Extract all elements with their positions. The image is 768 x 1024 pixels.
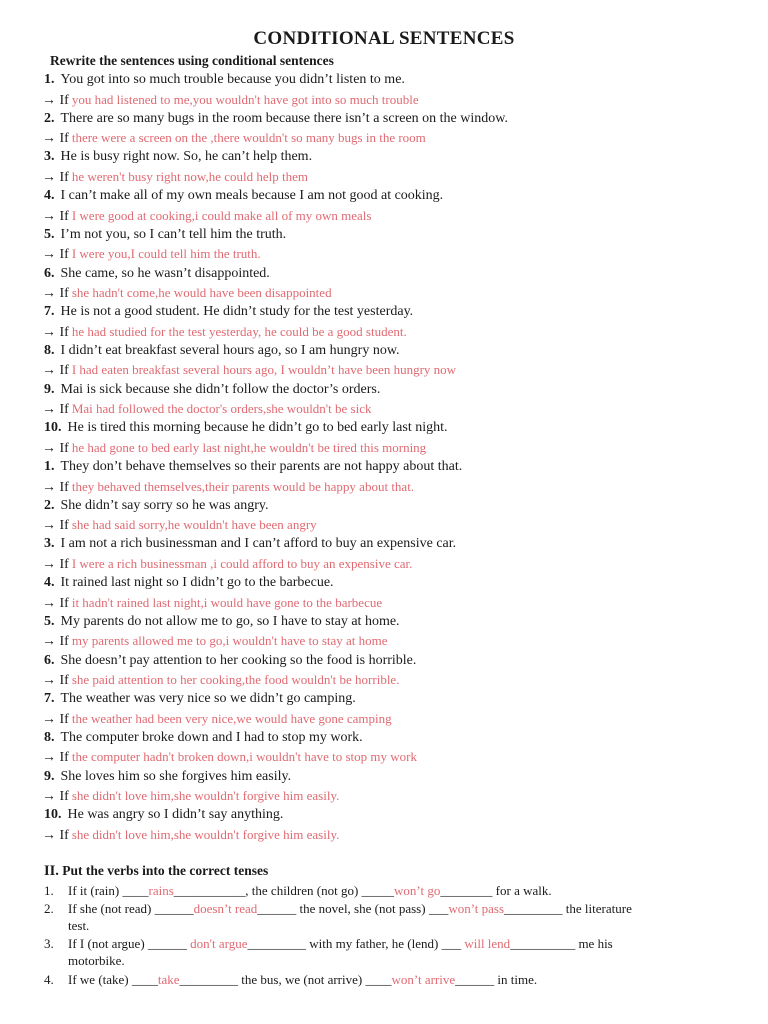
- answer-line: [42, 555, 412, 574]
- question-text: Mai is sick because she didn’t follow the doctor’s orders.: [60, 381, 381, 397]
- question-number: 8.: [44, 729, 55, 745]
- question-line: [44, 690, 356, 708]
- exercise-text: If it (rain): [68, 883, 123, 898]
- answer-line: [42, 361, 456, 380]
- answer-text[interactable]: I were a rich businessman ,i could afford to buy an expensive car.: [71, 555, 413, 571]
- question-text: I didn’t eat breakfast several hours ago, so I am hungry now.: [60, 342, 400, 358]
- exercise-text: If I (not argue): [68, 936, 148, 951]
- question-line: [44, 187, 443, 205]
- answer-fill[interactable]: doesn’t read: [193, 901, 258, 916]
- answer-fill[interactable]: won’t arrive: [391, 972, 456, 987]
- question-number: 5.: [44, 226, 55, 242]
- answer-fill[interactable]: won’t pass: [448, 901, 505, 916]
- answer-prefix: → If: [42, 363, 69, 379]
- section1-instruction: Rewrite the sentences using conditional sentences: [50, 53, 334, 68]
- question-line: [44, 71, 405, 89]
- question-line: [44, 148, 312, 166]
- answer-text[interactable]: there were a screen on the ,there wouldn't so many bugs in the room: [71, 130, 426, 146]
- section2-roman: II.: [44, 863, 59, 879]
- question-text: She didn’t say sorry so he was angry.: [60, 497, 269, 513]
- question-number: 10.: [44, 807, 62, 823]
- answer-text[interactable]: he had gone to bed early last night,he wouldn't be tired this morning: [71, 439, 427, 455]
- question-text: I’m not you, so I can’t tell him the truth.: [60, 226, 287, 242]
- question-text: It rained last night so I didn’t go to the barbecue.: [60, 575, 334, 591]
- answer-text[interactable]: you had listened to me,you wouldn't have got into so much trouble: [71, 91, 419, 107]
- exercise-text: for a walk.: [492, 883, 552, 898]
- answer-line: [42, 594, 382, 613]
- question-number: 7.: [44, 304, 55, 320]
- question-text: She came, so he wasn’t disappointed.: [60, 265, 270, 281]
- exercise-continuation: motorbike.: [68, 953, 125, 968]
- question-line: [44, 535, 456, 553]
- answer-prefix: → If: [42, 634, 69, 650]
- answer-line: [42, 671, 399, 690]
- question-text: They don’t behave themselves so their parents are not happy about that.: [60, 459, 463, 474]
- exercise-text: If we (take): [68, 972, 132, 987]
- exercise-item: [44, 882, 734, 899]
- question-line: [44, 303, 413, 321]
- answer-line: [42, 516, 317, 535]
- answer-fill[interactable]: rains: [148, 883, 174, 898]
- exercise-text: the bus, we (not arrive): [238, 972, 366, 987]
- section2-heading: [44, 863, 268, 880]
- exercise-number: 4.: [44, 972, 54, 987]
- answer-prefix: → If: [42, 169, 69, 185]
- blank-underline: _________: [179, 972, 239, 987]
- answer-fill[interactable]: take: [157, 972, 180, 987]
- answer-text[interactable]: I had eaten breakfast several hours ago, I wouldn’t have been hungry now: [71, 362, 457, 378]
- question-line: [44, 768, 291, 786]
- exercise-number: 3.: [44, 936, 54, 951]
- blank-underline: _________: [504, 901, 563, 916]
- answer-prefix: → If: [42, 286, 69, 301]
- answer-text[interactable]: she didn't love him,she wouldn't forgive him easily.: [71, 826, 340, 842]
- question-line: [44, 419, 448, 437]
- answer-text[interactable]: they behaved themselves,their parents would be happy about that.: [71, 478, 415, 494]
- answer-line: [42, 168, 308, 187]
- exercise-text: me his: [575, 936, 613, 951]
- answer-prefix: → If: [42, 208, 69, 224]
- answer-prefix: → If: [42, 595, 69, 611]
- blank-underline: ___: [441, 936, 465, 951]
- answer-text[interactable]: Mai had followed the doctor's orders,she wouldn't be sick: [71, 401, 372, 417]
- answer-fill[interactable]: don't argue: [190, 936, 248, 951]
- answer-line: [42, 710, 392, 729]
- exercise-text: , the children (not go): [245, 883, 362, 898]
- answer-text[interactable]: I were good at cooking,i could make all of my own meals: [71, 207, 372, 223]
- answer-text[interactable]: the weather had been very nice,we would have gone camping: [71, 710, 392, 726]
- answer-prefix: → If: [42, 402, 69, 418]
- blank-underline: _________: [247, 936, 306, 951]
- answer-prefix: → If: [42, 479, 69, 495]
- answer-line: [42, 323, 407, 342]
- exercise-text: the novel, she (not pass): [296, 901, 429, 916]
- answer-text[interactable]: I were you,I could tell him the truth.: [71, 246, 261, 262]
- answer-text[interactable]: he weren't busy right now,he could help them: [71, 168, 308, 184]
- question-text: He is not a good student. He didn’t study for the test yesterday.: [60, 304, 414, 320]
- question-text: She loves him so she forgives him easily.: [60, 768, 292, 784]
- question-number: 10.: [44, 420, 62, 436]
- answer-prefix: → If: [42, 324, 69, 340]
- answer-prefix: → If: [42, 750, 69, 766]
- blank-underline: _____: [361, 883, 395, 898]
- blank-underline: ____: [365, 972, 392, 987]
- question-text: He was angry so I didn’t say anything.: [67, 807, 284, 823]
- question-line: [44, 652, 416, 670]
- answer-prefix: → If: [42, 827, 69, 843]
- blank-underline: ______: [154, 901, 194, 916]
- answer-fill[interactable]: will lend: [464, 936, 511, 951]
- question-line: [44, 342, 400, 360]
- answer-text[interactable]: she hadn't come,he would have been disappointed: [71, 285, 332, 300]
- exercise-text: with my father, he (lend): [306, 936, 442, 951]
- question-number: 1.: [44, 459, 55, 474]
- exercise-number: 1.: [44, 883, 54, 898]
- exercise-continuation: test.: [68, 918, 90, 933]
- answer-fill[interactable]: won’t go: [394, 883, 441, 898]
- blank-underline: ___: [428, 901, 449, 916]
- answer-text[interactable]: she had said sorry,he wouldn't have been angry: [71, 517, 317, 533]
- question-text: There are so many bugs in the room because there isn’t a screen on the window.: [60, 110, 508, 126]
- question-number: 6.: [44, 652, 55, 668]
- question-text: You got into so much trouble because you didn’t listen to me.: [60, 72, 405, 87]
- question-number: 2.: [44, 497, 55, 513]
- blank-underline: ____: [131, 972, 158, 987]
- blank-underline: ______: [455, 972, 495, 987]
- blank-underline: ___________: [173, 883, 246, 898]
- answer-line: [42, 284, 332, 303]
- question-line: [44, 613, 400, 631]
- question-number: 6.: [44, 265, 55, 281]
- question-line: [44, 806, 283, 824]
- answer-text[interactable]: she didn't love him,she wouldn't forgive him easily.: [71, 788, 340, 804]
- question-text: I can’t make all of my own meals because I am not good at cooking.: [60, 188, 444, 204]
- answer-line: [42, 632, 388, 651]
- answer-prefix: → If: [42, 556, 69, 572]
- question-text: The computer broke down and I had to stop my work.: [60, 729, 363, 745]
- answer-prefix: → If: [42, 131, 69, 147]
- answer-prefix: → If: [42, 440, 69, 456]
- section2-heading-text: Put the verbs into the correct tenses: [62, 863, 269, 878]
- answer-line: [42, 787, 339, 806]
- question-line: [44, 226, 286, 244]
- question-number: 9.: [44, 768, 55, 784]
- answer-prefix: → If: [42, 711, 69, 727]
- answer-line: [42, 748, 417, 767]
- question-text: He is busy right now. So, he can’t help them.: [60, 149, 313, 165]
- answer-line: [42, 129, 426, 148]
- answer-prefix: → If: [42, 518, 69, 534]
- blank-underline: ____: [122, 883, 149, 898]
- answer-line: [42, 439, 426, 458]
- exercise-item: [44, 935, 734, 969]
- answer-line: [42, 245, 261, 264]
- answer-prefix: → If: [42, 247, 69, 263]
- question-text: My parents do not allow me to go, so I have to stay at home.: [60, 613, 400, 629]
- question-number: 3.: [44, 149, 55, 165]
- blank-underline: ________: [440, 883, 493, 898]
- answer-text[interactable]: it hadn't rained last night,i would have gone to the barbecue: [71, 594, 383, 610]
- exercise-item: [44, 900, 734, 934]
- question-number: 3.: [44, 536, 55, 552]
- question-line: [44, 265, 270, 283]
- question-number: 7.: [44, 691, 55, 707]
- question-number: 2.: [44, 110, 55, 126]
- exercise-number: 2.: [44, 901, 54, 916]
- question-number: 1.: [44, 72, 55, 87]
- answer-line: [42, 400, 371, 419]
- answer-text[interactable]: my parents allowed me to go,i wouldn't have to stay at home: [71, 633, 388, 649]
- exercise-text: the literature: [562, 901, 632, 916]
- answer-prefix: → If: [42, 789, 69, 805]
- exercise-item: [44, 971, 734, 988]
- exercise-text: If she (not read): [68, 901, 155, 916]
- exercise-text: in time.: [494, 972, 538, 987]
- answer-line: [42, 207, 371, 226]
- answer-text[interactable]: she paid attention to her cooking,the food wouldn't be horrible.: [71, 672, 400, 687]
- question-line: [44, 458, 462, 476]
- question-number: 9.: [44, 381, 55, 397]
- answer-prefix: → If: [42, 92, 69, 108]
- question-number: 4.: [44, 575, 55, 591]
- question-number: 4.: [44, 188, 55, 204]
- question-line: [44, 381, 380, 399]
- answer-prefix: → If: [42, 673, 69, 688]
- answer-text[interactable]: he had studied for the test yesterday, he could be a good student.: [71, 323, 407, 339]
- answer-line: [42, 826, 339, 845]
- answer-line: [42, 478, 414, 497]
- question-line: [44, 110, 508, 128]
- question-text: She doesn’t pay attention to her cooking so the food is horrible.: [60, 652, 417, 668]
- blank-underline: __________: [510, 936, 576, 951]
- question-number: 5.: [44, 613, 55, 629]
- page-title: CONDITIONAL SENTENCES: [253, 28, 515, 49]
- blank-underline: ______: [147, 936, 191, 951]
- question-text: He is tired this morning because he didn’t go to bed early last night.: [67, 420, 448, 436]
- question-text: The weather was very nice so we didn’t go camping.: [60, 691, 356, 707]
- question-line: [44, 729, 363, 747]
- question-line: [44, 497, 269, 515]
- answer-line: [42, 91, 419, 110]
- answer-text[interactable]: the computer hadn't broken down,i wouldn't have to stop my work: [71, 749, 417, 765]
- question-line: [44, 574, 334, 592]
- blank-underline: ______: [257, 901, 297, 916]
- question-text: I am not a rich businessman and I can’t afford to buy an expensive car.: [60, 536, 457, 552]
- question-number: 8.: [44, 342, 55, 358]
